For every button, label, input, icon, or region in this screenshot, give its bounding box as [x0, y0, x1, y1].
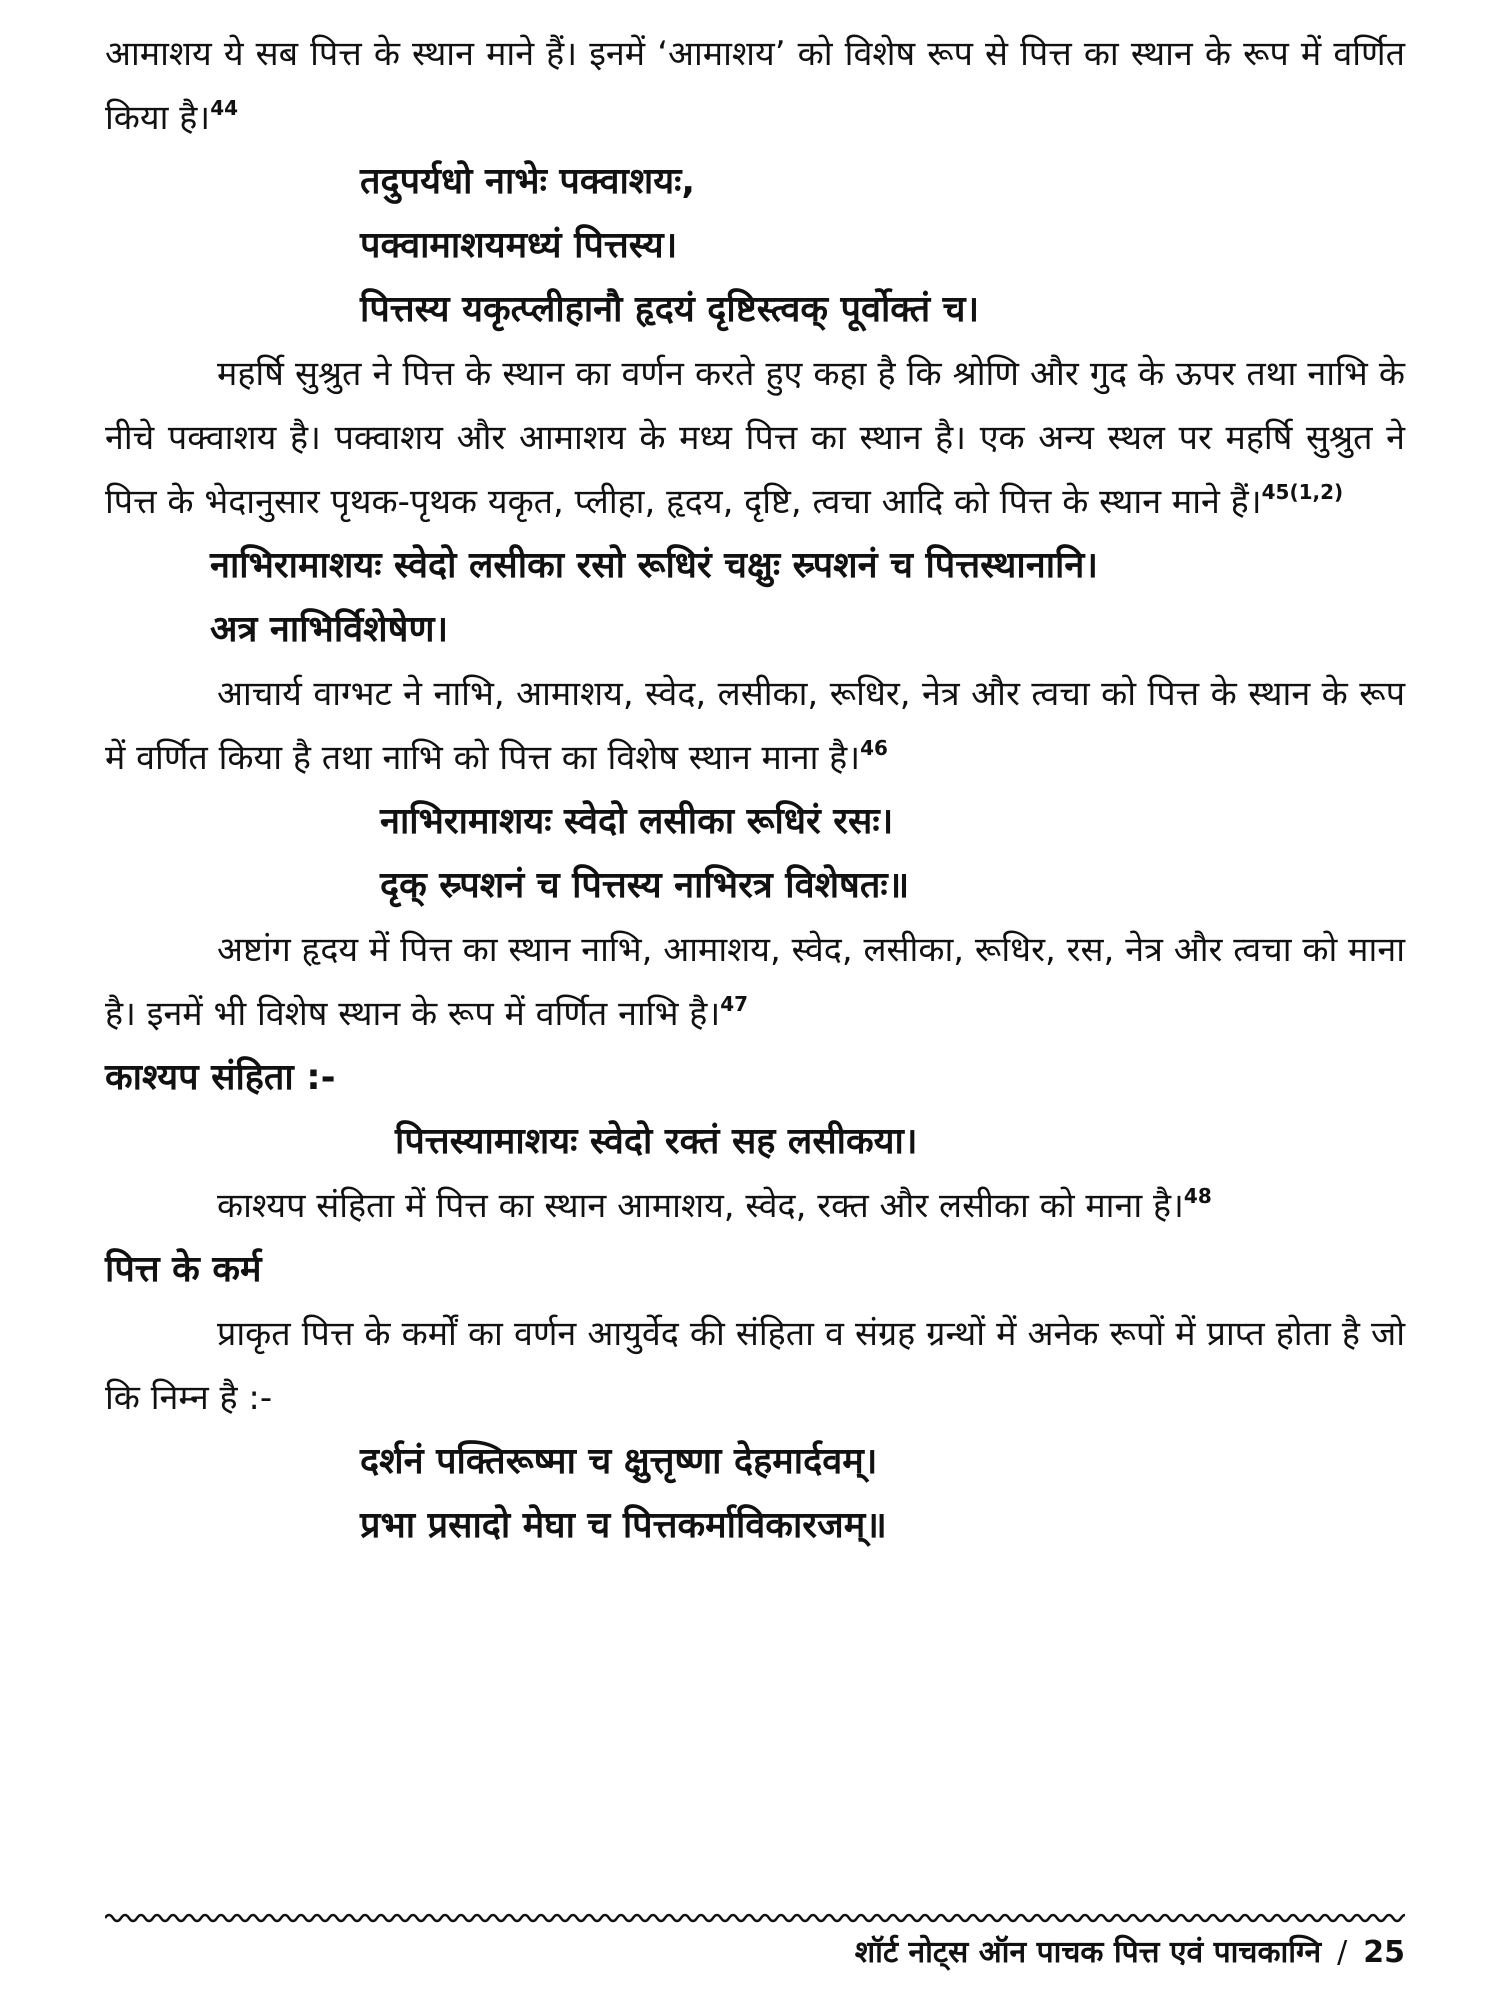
- paragraph-2: महर्षि सुश्रुत ने पित्त के स्थान का वर्णन करते हुए कहा है कि श्रोणि और गुद के ऊपर तथा नाभि के नीचे पक्वाशय है। पक्वाशय और आमाशय के मध्य पित्त का स्थान है। एक अन्य स्थल पर महर्षि सुश्रुत ने पित्त के भेदानुसार पृथक-पृथक यकृत, प्लीहा, हृदय, दृष्टि, त्वचा आदि को पित्त के स्थान माने हैं।$^{45(1,2)}$: [105, 354, 1405, 522]
- footnote-ref-44: 44: [210, 96, 239, 120]
- paragraph-3: आचार्य वाग्भट ने नाभि, आमाशय, स्वेद, लसीका, रूधिर, नेत्र और त्वचा को पित्त के स्थान के रूप में वर्णित किया है तथा नाभि को पित्त का विशेष स्थान माना है।$^{46}$: [105, 674, 1405, 778]
- heading-pitta-karma: पित्त के कर्म: [105, 1249, 262, 1290]
- verse-1-line-1: तदुपर्यधो नाभेः पक्वाशयः,: [360, 161, 696, 202]
- paragraph-1: आमाशय ये सब पित्त के स्थान माने हैं। इनमें ‘आमाशय’ को विशेष रूप से पित्त का स्थान के रूप में वर्णित किया है।$^{44}$: [105, 34, 1405, 138]
- footer-separator: /: [1337, 1935, 1348, 1970]
- verse-4-line-1: पित्तस्यामाशयः स्वेदो रक्तं सह लसीकया।: [395, 1121, 918, 1162]
- page-footer: [855, 1928, 1405, 1978]
- footnote-ref-48: 48: [1183, 1184, 1212, 1208]
- page-number: 25: [1363, 1935, 1405, 1970]
- page-body: [105, 22, 1405, 1558]
- footer-title: शॉर्ट नोट्स ऑन पाचक पित्त एवं पाचकाग्नि: [854, 1935, 1322, 1970]
- footer-wavy-rule: [105, 1910, 1405, 1926]
- heading-kashyap-samhita: काश्यप संहिता :-: [105, 1057, 336, 1098]
- paragraph-4: अष्टांग हृदय में पित्त का स्थान नाभि, आमाशय, स्वेद, लसीका, रूधिर, रस, नेत्र और त्वचा को माना है। इनमें भी विशेष स्थान के रूप में वर्णित नाभि है।$^{47}$: [105, 930, 1405, 1034]
- paragraph-6: प्राकृत पित्त के कर्मों का वर्णन आयुर्वेद की संहिता व संग्रह ग्रन्थों में अनेक रूपों में प्राप्त होता है जो कि निम्न है :-: [105, 1314, 1405, 1418]
- verse-5-line-2: प्रभा प्रसादो मेघा च पित्तकर्माविकारजम्॥: [360, 1505, 887, 1546]
- verse-3-line-1: नाभिरामाशयः स्वेदो लसीका रूधिरं रसः।: [380, 801, 894, 842]
- verse-1-line-2: पक्वामाशयमध्यं पित्तस्य।: [360, 225, 678, 266]
- footnote-ref-47: 47: [720, 992, 749, 1016]
- footnote-ref-46: 46: [860, 736, 888, 760]
- verse-2-line-2: अत्र नाभिर्विशेषेण।: [210, 609, 449, 650]
- paragraph-5: काश्यप संहिता में पित्त का स्थान आमाशय, स्वेद, रक्त और लसीका को माना है।$^{48}$: [217, 1184, 1212, 1226]
- verse-5-line-1: दर्शनं पक्तिरूष्मा च क्षुत्तृष्णा देहमार्दवम्।: [360, 1441, 878, 1482]
- verse-2-line-1: नाभिरामाशयः स्वेदो लसीका रसो रूधिरं चक्षुः स्र्पशनं च पित्तस्थानानि।: [210, 545, 1098, 586]
- verse-3-line-2: दृक् स्र्पशनं च पित्तस्य नाभिरत्र विशेषतः॥: [380, 865, 910, 906]
- footnote-ref-45: 45(1,2): [1261, 480, 1344, 504]
- verse-1-line-3: पित्तस्य यकृत्प्लीहानौ हृदयं दृष्टिस्त्वक् पूर्वोक्तं च।: [360, 289, 980, 330]
